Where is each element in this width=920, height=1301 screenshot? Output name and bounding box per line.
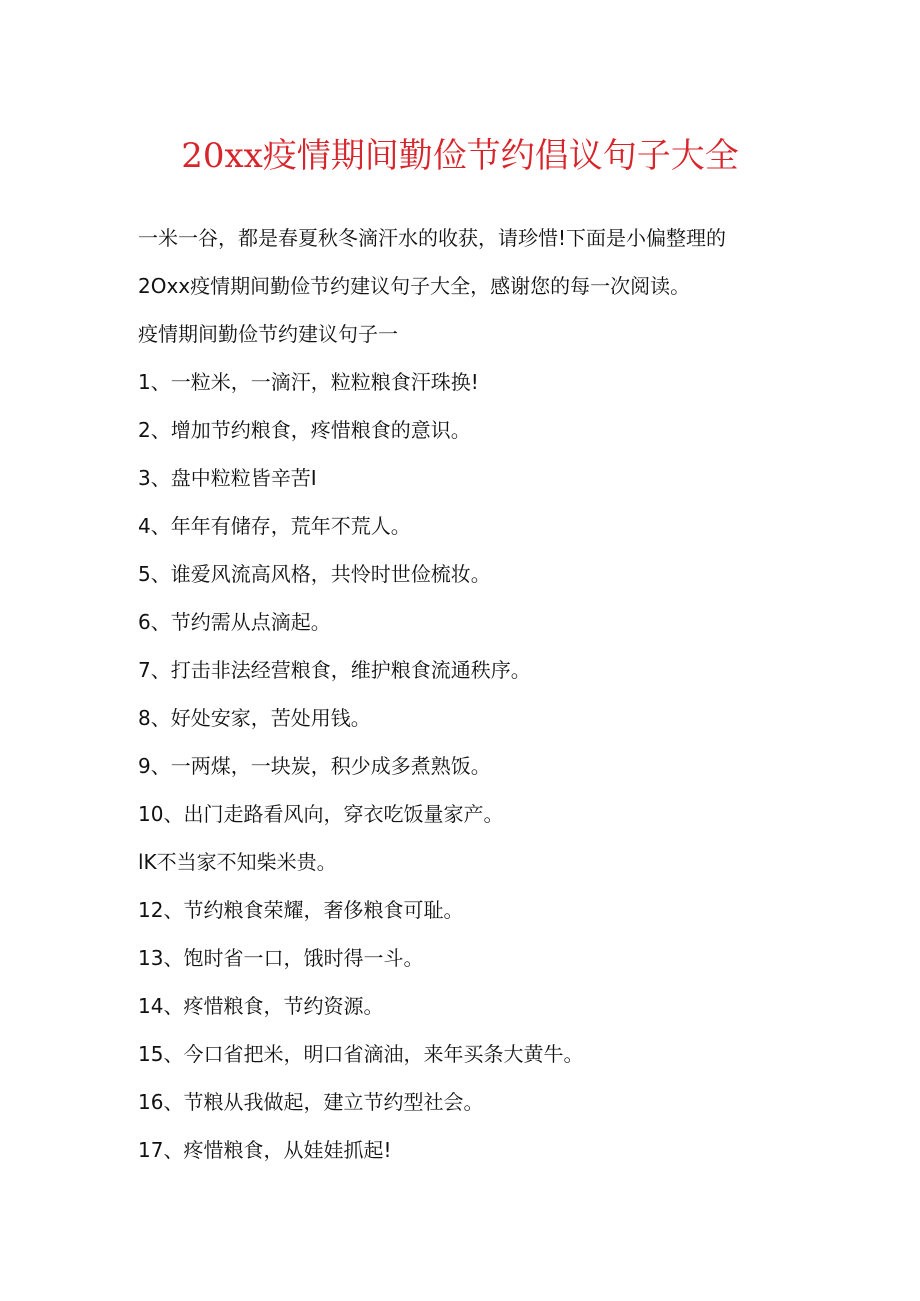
sentence-list — [138, 358, 838, 1174]
list-item: 6、节约需从点滴起。 — [138, 610, 331, 634]
list-item: 14、疼惜粮食，节约资源。 — [138, 994, 384, 1018]
list-item: 17、疼惜粮食，从娃娃抓起! — [138, 1138, 392, 1162]
document-title: 20xx疫情期间勤俭节约倡议句子大全 — [181, 136, 739, 176]
list-item: 16、节粮从我做起，建立节约型社会。 — [138, 1090, 484, 1114]
list-item: 2、增加节约粮食，疼惜粮食的意识。 — [138, 418, 471, 442]
list-item: 1、一粒米，一滴汗，粒粒粮食汗珠换! — [138, 370, 479, 394]
intro-line-2: 2Oxx疫情期间勤俭节约建议句子大全，感谢您的每一次阅读。 — [138, 274, 691, 298]
intro-line-1: 一米一谷，都是春夏秋冬滴汗水的收获，请珍惜!下面是小偏整理的 — [138, 226, 727, 250]
list-item: 8、好处安家，苦处用钱。 — [138, 706, 371, 730]
list-item: 10、出门走路看风向，穿衣吃饭量家产。 — [138, 802, 504, 826]
list-item: lK不当家不知柴米贵。 — [138, 850, 337, 874]
list-item: 7、打击非法经营粮食，维护粮食流通秩序。 — [138, 658, 531, 682]
list-item: 5、谁爱风流高风格，共怜时世俭梳妆。 — [138, 562, 491, 586]
list-item: 3、盘中粒粒皆辛苦I — [138, 466, 317, 490]
list-item: 12、节约粮食荣耀，奢侈粮食可耻。 — [138, 898, 464, 922]
list-item: 13、饱时省一口，饿时得一斗。 — [138, 946, 424, 970]
list-item: 9、一两煤，一块炭，积少成多煮熟饭。 — [138, 754, 491, 778]
list-item: 4、年年有储存，荒年不荒人。 — [138, 514, 411, 538]
list-item: 15、今口省把米，明口省滴油，来年买条大黄牛。 — [138, 1042, 584, 1066]
document-body — [138, 214, 838, 1174]
section-heading: 疫情期间勤俭节约建议句子一 — [138, 322, 398, 346]
